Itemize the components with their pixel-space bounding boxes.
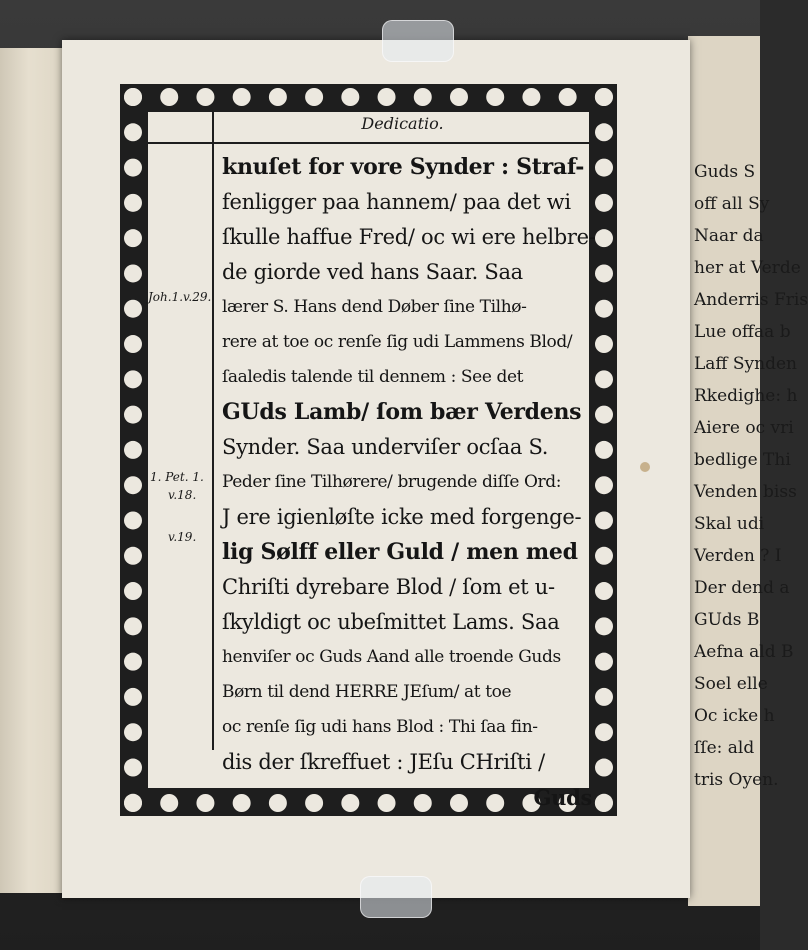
text-line: Peder ſine Tilhørere/ brugende diſſe Ord: — [222, 472, 562, 492]
facing-line: Rkedighe: h — [694, 386, 798, 406]
text-line: rere at toe oc renſe ſig udi Lammens Blod/ — [222, 332, 573, 352]
text-line: Chriſti dyrebare Blod / ſom et u- — [222, 575, 555, 599]
facing-line: Der dend a — [694, 578, 790, 598]
facing-line: Naar da — [694, 226, 764, 246]
facing-line: Soel elle — [694, 674, 768, 694]
facing-page-text — [694, 156, 808, 796]
running-header: Dedicatio. — [361, 114, 444, 133]
facing-line: Aefna ald B — [694, 642, 794, 662]
margin-note-v19: v.19. — [168, 530, 197, 544]
facing-line: GUds B — [694, 610, 760, 630]
facing-line: Skal udi — [694, 514, 765, 534]
text-line: GUds Lamb/ ſom bær Verdens — [222, 399, 582, 425]
text-line: ſkyldigt oc ubeſmittet Lams. Saa — [222, 610, 560, 634]
margin-note-v18: v.18. — [168, 488, 197, 502]
facing-line: Verden ? I — [694, 546, 782, 566]
text-line: dis der ſkreffuet : JEſu CHriſti / — [222, 750, 545, 774]
facing-line: Guds S — [694, 162, 756, 182]
facing-line: Oc icke h — [694, 706, 775, 726]
body-text — [222, 150, 596, 815]
text-line: lig Sølff eller Guld / men med — [222, 539, 578, 565]
paper-stain — [640, 462, 650, 472]
facing-line: off all Sy — [694, 194, 770, 214]
margin-note-john: Joh.1.v.29. — [148, 290, 212, 304]
facing-line: Laff Synden — [694, 354, 797, 374]
text-line: de giorde ved hans Saar. Saa — [222, 260, 523, 284]
text-line: Synder. Saa underviſer ocſaa S. — [222, 435, 549, 459]
catchword: Guds — [533, 785, 592, 810]
facing-line: tris Oyen. — [694, 770, 779, 790]
margin-rule — [212, 110, 214, 750]
text-line: henviſer oc Guds Aand alle troende Guds — [222, 647, 561, 667]
facing-line: Anderris Fris — [694, 290, 808, 310]
text-line: lærer S. Hans dend Døber ſine Tilhø- — [222, 297, 527, 317]
facing-page — [688, 36, 808, 906]
facing-line: bedlige Thi — [694, 450, 791, 470]
page-clip-top — [382, 20, 454, 62]
facing-line: her at Verde — [694, 258, 801, 278]
text-line: Børn til dend HERRE JEſum/ at toe — [222, 682, 512, 702]
facing-line: Lue offaa b — [694, 322, 791, 342]
text-line: J ere igienløſte icke med forgenge- — [222, 505, 582, 529]
text-line: ſaaledis talende til dennem : See det — [222, 367, 524, 387]
facing-line: Aiere oc vri — [694, 418, 794, 438]
text-line: ſkulle haffue Fred/ oc wi ere helbre- — [222, 225, 596, 249]
text-line: fenligger paa hannem/ paa det wi — [222, 190, 571, 214]
text-line: oc renſe ſig udi hans Blod : Thi ſaa fin- — [222, 717, 538, 737]
margin-note-peter: 1. Pet. 1. — [150, 470, 204, 484]
text-line: knuſet for vore Synder : Straf- — [222, 154, 585, 180]
facing-line: Venden biss — [694, 482, 797, 502]
facing-line: ſſe: ald — [694, 738, 755, 758]
page-clip-bottom — [360, 876, 432, 918]
